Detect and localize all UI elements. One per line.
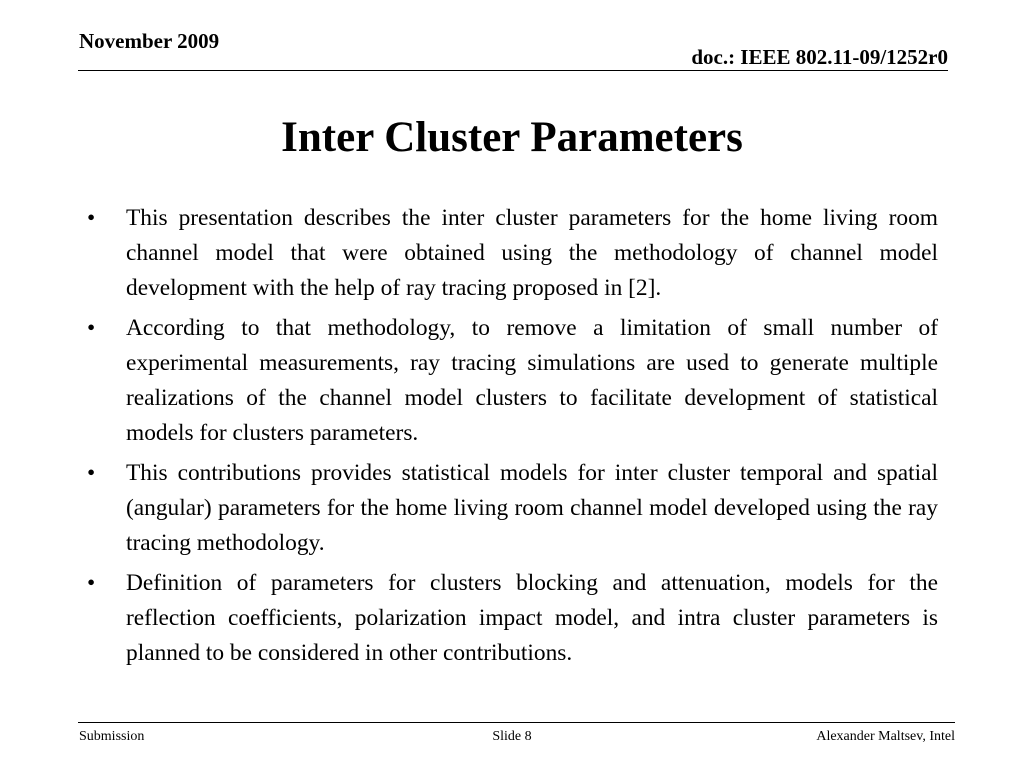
bullet-text: According to that methodology, to remove a limitation of small number of experimental measurements, ray tracing simulations are used to generate multiple realizations of the channel model clusters to facilitate development of statistical models for clusters parameters.: [126, 315, 938, 446]
bullet-item: [79, 311, 938, 451]
bullet-marker: •: [87, 315, 96, 341]
bullet-text: Definition of parameters for clusters blocking and attenuation, models for the reflection coefficients, polarization impact model, and intra cluster parameters is planned to be considered in other contributions.: [126, 570, 938, 666]
slide-title: Inter Cluster Parameters: [281, 114, 743, 161]
footer-divider: [78, 722, 955, 723]
bullet-marker: •: [87, 205, 96, 231]
bullet-item: [79, 456, 938, 561]
header-date: November 2009: [79, 29, 220, 53]
bullet-text: This contributions provides statistical models for inter cluster temporal and spatial (angular) parameters for the home living room channel model developed using the ray tracing methodology.: [126, 460, 938, 556]
bullet-item: [79, 566, 938, 671]
bullet-list: [79, 201, 938, 676]
header-divider: [78, 70, 948, 71]
bullet-marker: •: [87, 570, 96, 596]
bullet-text: This presentation describes the inter cluster parameters for the home living room channel model that were obtained using the methodology of channel model development with the help of ray tracing proposed in [2].: [126, 205, 938, 301]
bullet-item: [79, 201, 938, 306]
footer-submission: Submission: [79, 729, 145, 744]
footer-author: Alexander Maltsev, Intel: [816, 729, 955, 744]
bullet-marker: •: [87, 460, 96, 486]
footer-slide-number: Slide 8: [492, 729, 532, 744]
document-id: doc.: IEEE 802.11-09/1252r0: [691, 45, 948, 69]
